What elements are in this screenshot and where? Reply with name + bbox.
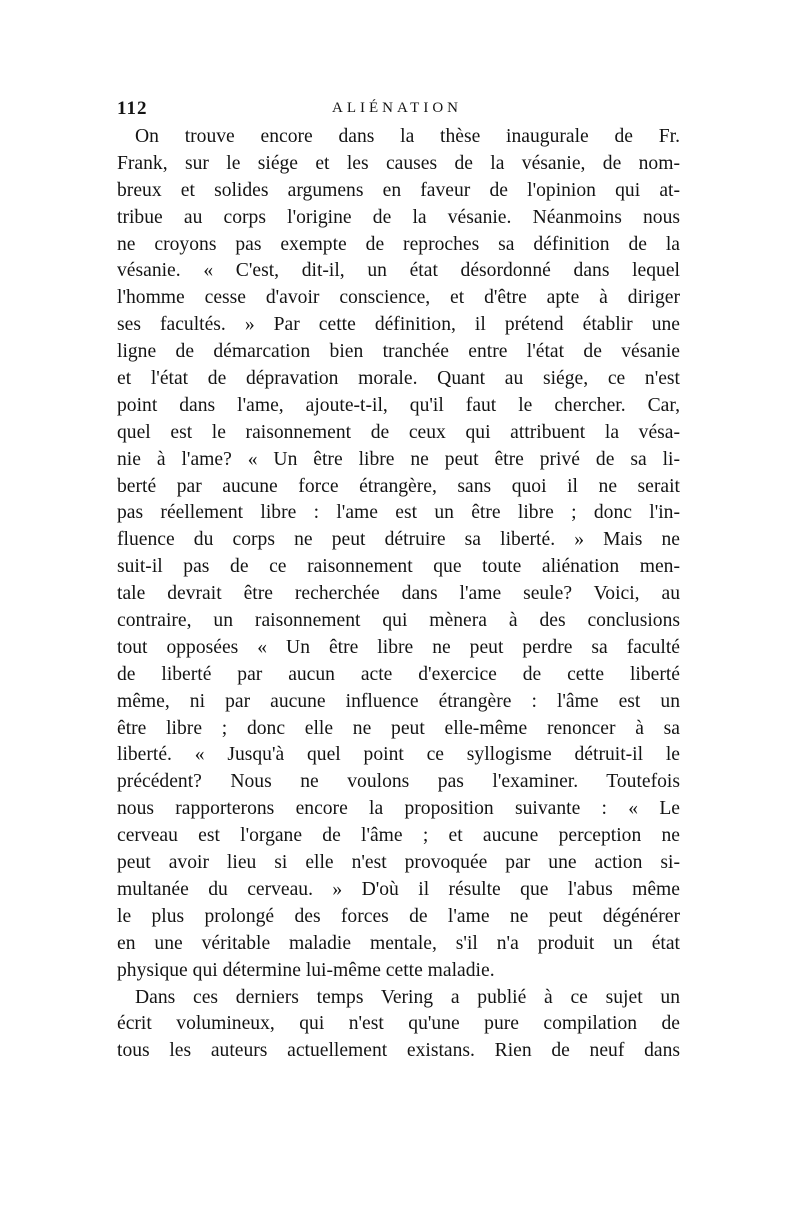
body-text bbox=[117, 124, 680, 1065]
text-line: fluence du corps ne peut détruire sa liberté. » Mais ne bbox=[117, 529, 680, 551]
page-number: 112 bbox=[117, 98, 148, 119]
text-line: pas réellement libre : l'ame est un être libre ; donc l'in- bbox=[117, 502, 680, 524]
text-line: berté par aucune force étrangère, sans quoi il ne serait bbox=[117, 475, 680, 497]
page-header bbox=[117, 98, 679, 122]
text-line: peut avoir lieu si elle n'est provoquée par une action si- bbox=[117, 852, 680, 874]
text-line: nie à l'ame? « Un être libre ne peut être privé de sa li- bbox=[117, 448, 680, 470]
text-line: ligne de démarcation bien tranchée entre l'état de vésanie bbox=[117, 341, 680, 363]
text-line: liberté. « Jusqu'à quel point ce syllogisme détruit-il le bbox=[117, 744, 680, 766]
text-line: nous rapporterons encore la proposition suivante : « Le bbox=[117, 798, 680, 820]
text-line: écrit volumineux, qui n'est qu'une pure compilation de bbox=[117, 1013, 680, 1035]
text-line: contraire, un raisonnement qui mènera à des conclusions bbox=[117, 610, 680, 632]
text-line: de liberté par aucun acte d'exercice de cette liberté bbox=[117, 663, 680, 685]
text-line: l'homme cesse d'avoir conscience, et d'être apte à diriger bbox=[117, 287, 680, 309]
text-line: point dans l'ame, ajoute-t-il, qu'il faut le chercher. Car, bbox=[117, 394, 680, 416]
text-line: cerveau est l'organe de l'âme ; et aucune perception ne bbox=[117, 825, 680, 847]
text-line: en une véritable maladie mentale, s'il n'a produit un état bbox=[117, 932, 680, 954]
text-line: tale devrait être recherchée dans l'ame seule? Voici, au bbox=[117, 583, 680, 605]
text-line: tout opposées « Un être libre ne peut perdre sa faculté bbox=[117, 636, 680, 658]
text-line: même, ni par aucune influence étrangère : l'âme est un bbox=[117, 690, 680, 712]
paragraph-2 bbox=[117, 985, 680, 1066]
text-line: précédent? Nous ne voulons pas l'examiner. Toutefois bbox=[117, 771, 680, 793]
text-line: être libre ; donc elle ne peut elle-même renoncer à sa bbox=[117, 717, 680, 739]
text-line: quel est le raisonnement de ceux qui attribuent la vésa- bbox=[117, 421, 680, 443]
running-title: ALIÉNATION bbox=[332, 100, 462, 116]
text-line: Dans ces derniers temps Vering a publié à ce sujet un bbox=[135, 986, 680, 1008]
text-line: breux et solides argumens en faveur de l'opinion qui at- bbox=[117, 179, 680, 201]
paragraph-1 bbox=[117, 124, 680, 985]
text-line: ses facultés. » Par cette définition, il prétend établir une bbox=[117, 314, 680, 336]
text-line: ne croyons pas exempte de reproches sa définition de la bbox=[117, 233, 680, 255]
text-line: le plus prolongé des forces de l'ame ne peut dégénérer bbox=[117, 905, 680, 927]
text-line: et l'état de dépravation morale. Quant au siége, ce n'est bbox=[117, 368, 680, 390]
text-line: suit-il pas de ce raisonnement que toute aliénation men- bbox=[117, 556, 680, 578]
text-line: multanée du cerveau. » D'où il résulte que l'abus même bbox=[117, 878, 680, 900]
text-line: physique qui détermine lui-même cette maladie. bbox=[117, 959, 495, 981]
text-line: vésanie. « C'est, dit-il, un état désordonné dans lequel bbox=[117, 260, 680, 282]
text-line: tribue au corps l'origine de la vésanie. Néanmoins nous bbox=[117, 206, 680, 228]
text-line: tous les auteurs actuellement existans. Rien de neuf dans bbox=[117, 1040, 680, 1062]
text-line: Frank, sur le siége et les causes de la vésanie, de nom- bbox=[117, 152, 680, 174]
text-line: On trouve encore dans la thèse inaugurale de Fr. bbox=[135, 126, 680, 147]
